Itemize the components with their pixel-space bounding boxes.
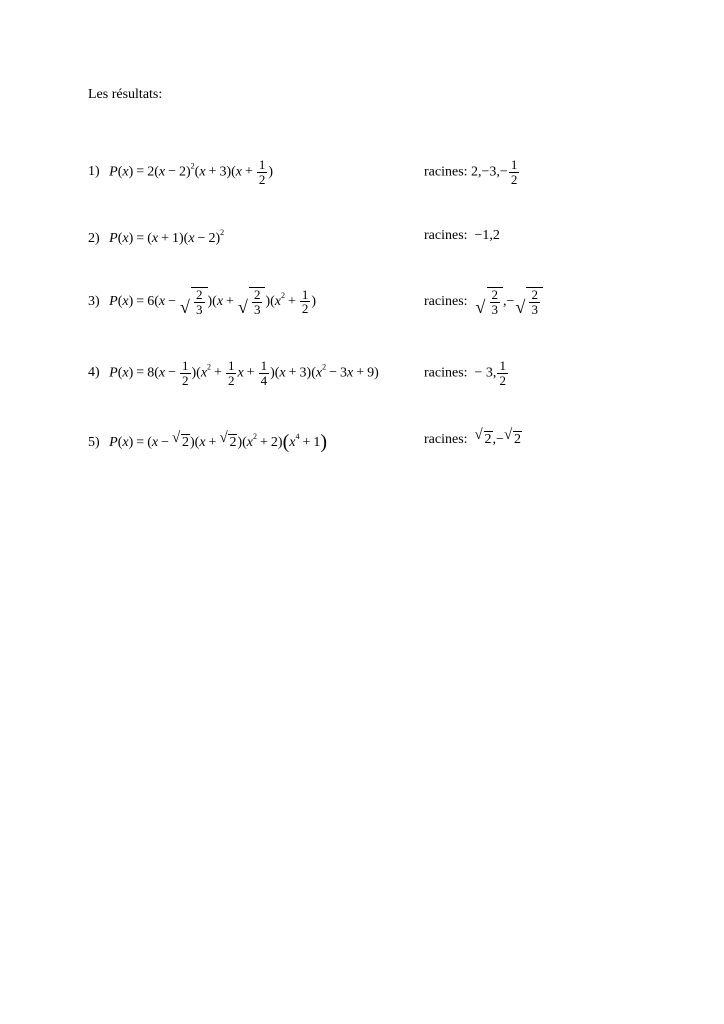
result-5-expression: 5) P(x) = (x − √ 2)(x + √ $2)(x^2 + 2)(x^4 + 1)$ (88, 430, 328, 453)
result-4-roots: racines: − 3, $\frac{1}{2}$ (424, 358, 506, 388)
result-4-expression: 4) P(x) = 8(x − $\frac{1}{2}$ )($x^2$ + $\frac{1}{2}$ x + $\frac{1}{4}$ )$(x + 3)(x^2 - 3x + 9)$ (88, 358, 379, 388)
result-1-roots: racines: 2,−3,− $\frac{1}{2}$ (424, 157, 518, 187)
result-5-roots: racines: √ 2,− √ 2 (424, 427, 521, 447)
result-2-expression: 2) $P(x) = (x + 1)(x - 2)^2$ (88, 228, 225, 246)
result-2-roots: racines: −1,2 (424, 228, 500, 243)
result-1-expression: 1) $P(x) = 2(x - 2)^2(x + 3)(x$ + $\frac{1}{2}$ ) (88, 157, 274, 187)
result-3-expression: 3) P(x) = 6(x − √ $\frac{2}{3}$ )(x + √ $\frac{2}{3}$ )($x^2$ + $\frac{1}{2}$ ) (88, 286, 317, 318)
page-title: Les résultats: (88, 87, 163, 102)
result-3-roots: racines: √ $\frac{2}{3}$ ,− √ $\frac{2}{3}$ (424, 287, 543, 316)
